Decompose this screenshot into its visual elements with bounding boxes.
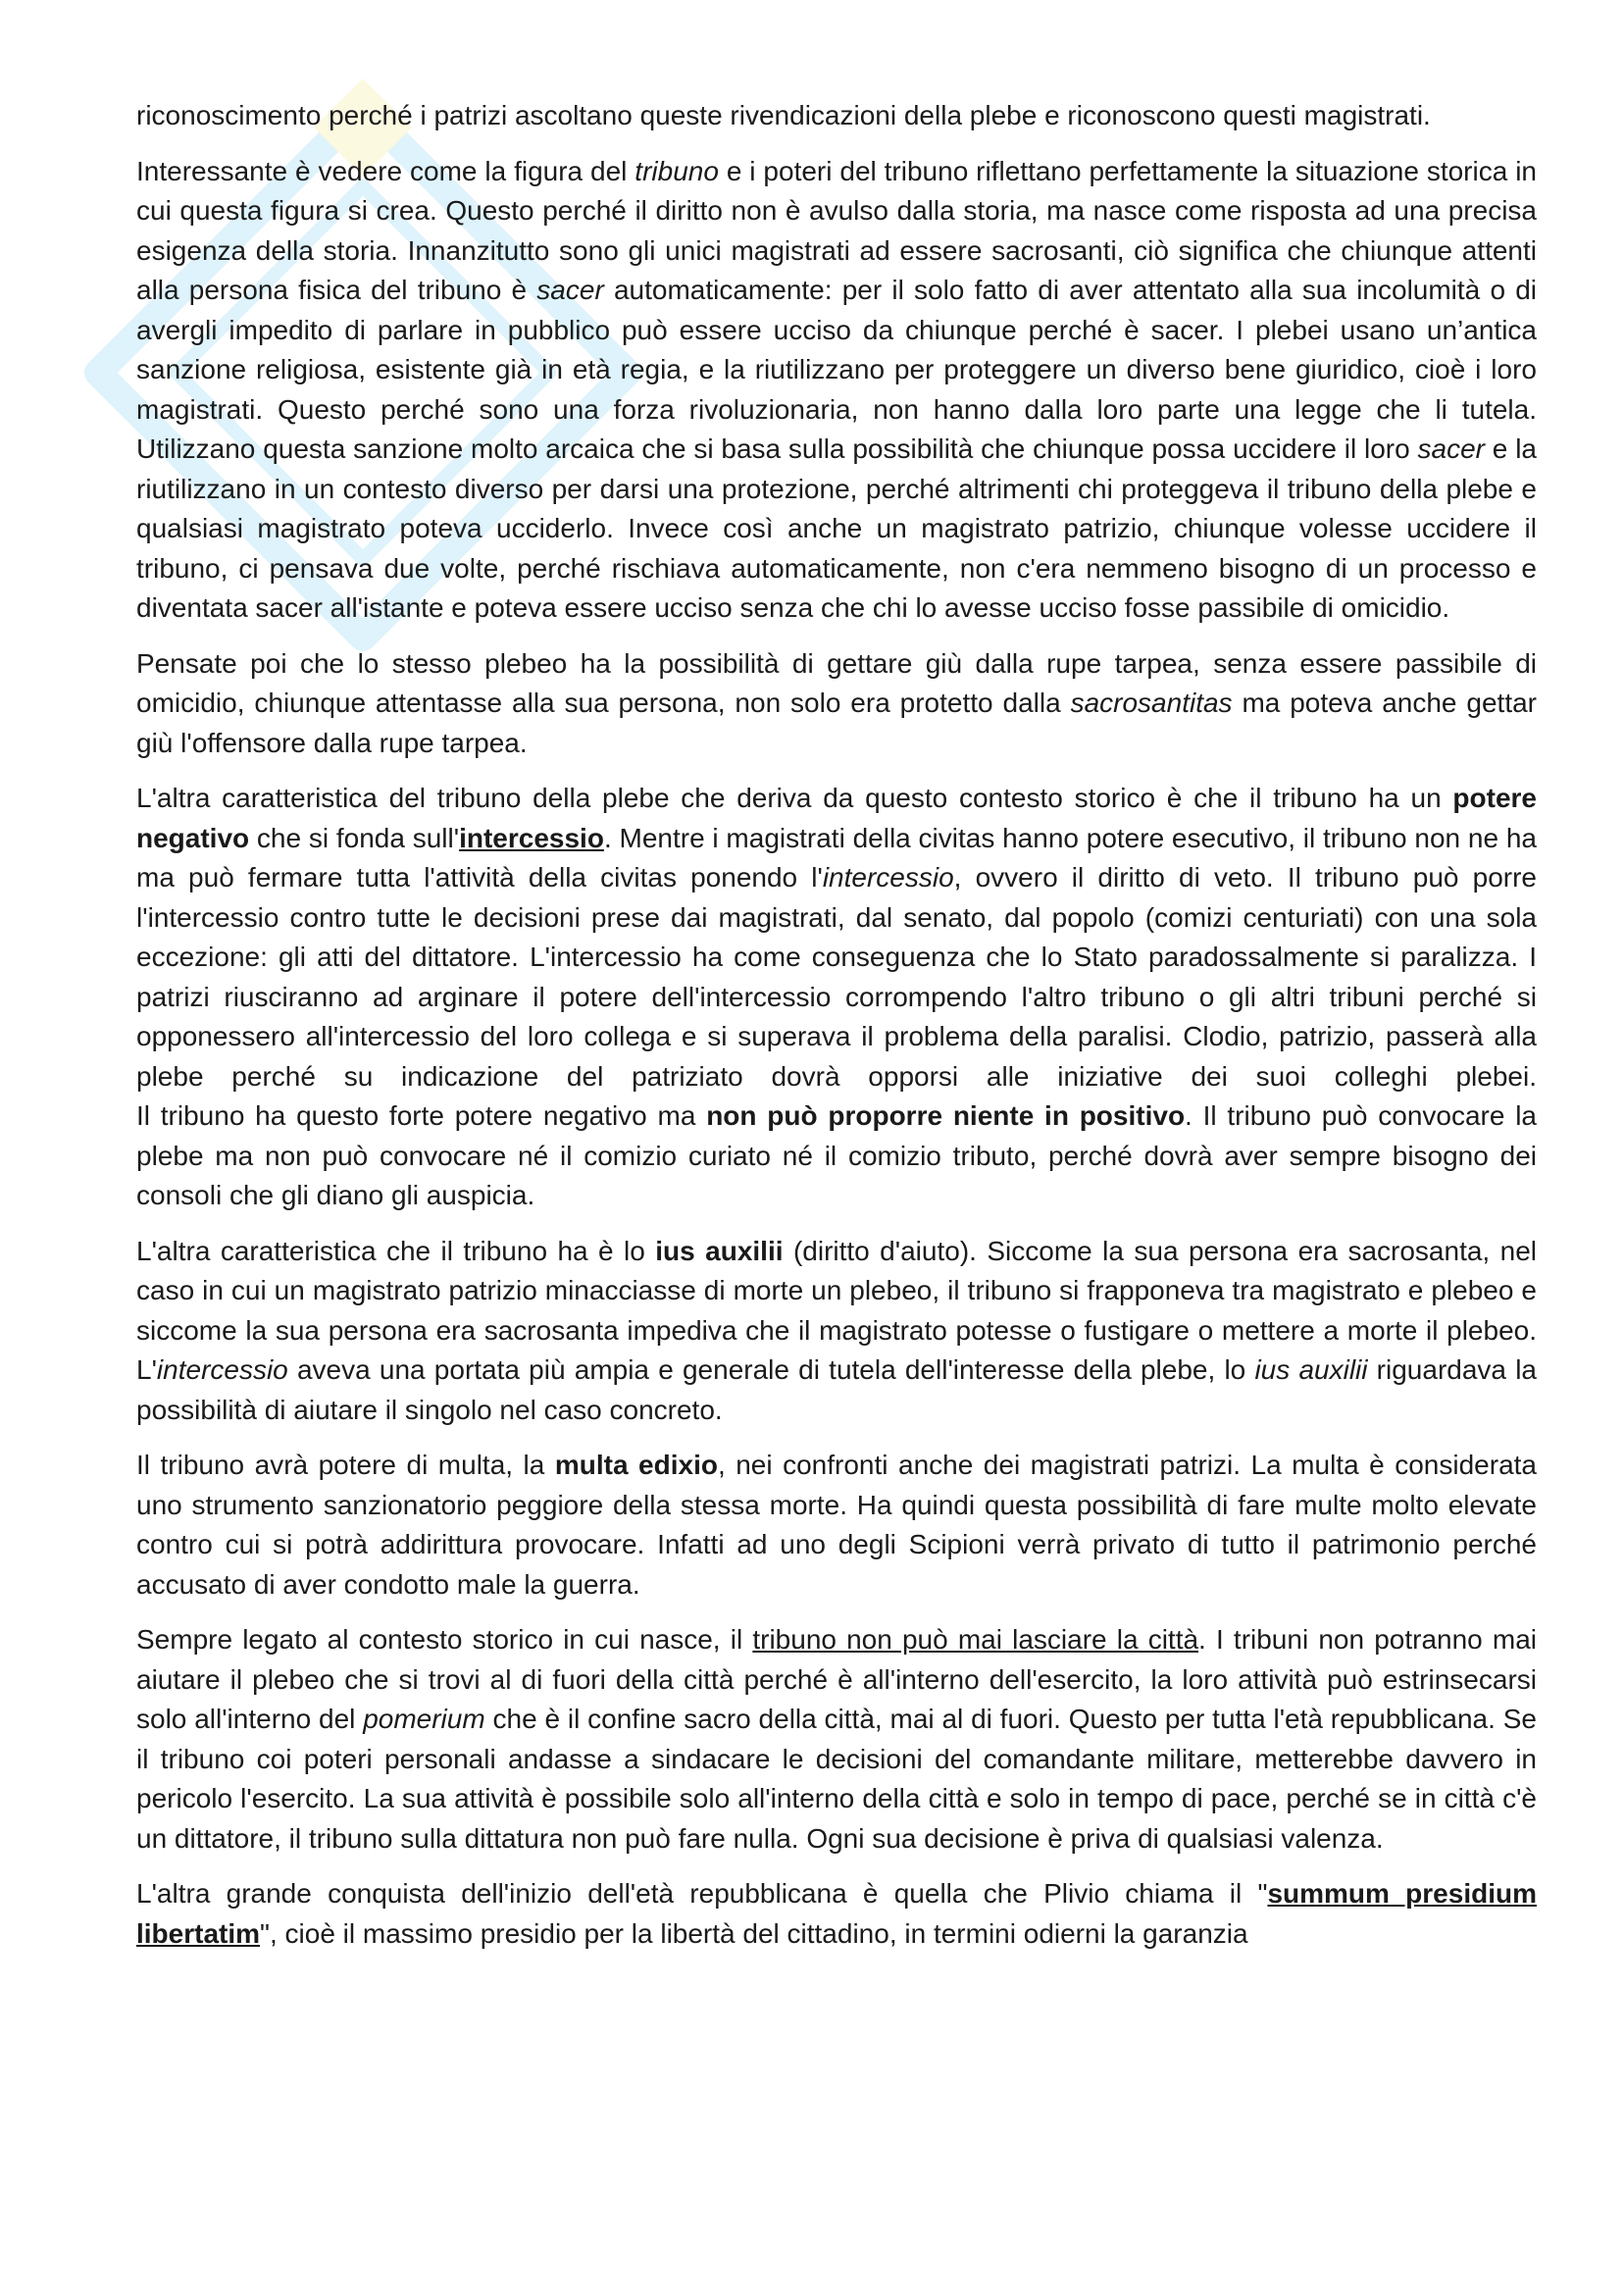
paragraph bbox=[136, 644, 1537, 764]
emphasis-text: multa edixio bbox=[554, 1450, 718, 1480]
text-run: Sempre legato al contesto storico in cui nasce, il bbox=[136, 1624, 753, 1655]
text-run: che si fonda sull' bbox=[249, 822, 460, 853]
text-run: Il tribuno ha questo forte potere negativo ma bbox=[136, 1100, 707, 1131]
text-run: . Il tribuno può convocare la plebe ma non può convocare né il comizio curiato né il comizio tributo, perché dovrà aver sempre bisogno dei consoli che gli diano gli auspicia. bbox=[136, 1100, 1538, 1210]
paragraph bbox=[136, 779, 1537, 1096]
emphasis-text: ius auxilii bbox=[1254, 1354, 1368, 1385]
emphasis-text: pomerium bbox=[363, 1704, 485, 1734]
text-run: L'altra grande conquista dell'inizio dell'età repubblicana è quella che Plivio chiama il " bbox=[136, 1878, 1268, 1909]
emphasis-text: sacer bbox=[536, 275, 604, 305]
text-run: che è il confine sacro della città, mai al di fuori. Questo per tutta l'età repubblicana. Se il tribuno coi poteri personali andasse a sindacare le decisioni del comandante militare, metterebbe davvero in pericolo l'esercito. La sua attività è possibile solo all'interno della città e solo in tempo di pace, perché se in città c'è un dittatore, il tribuno sulla dittatura non può fare nulla. Ogni sua decisione è priva di qualsiasi valenza. bbox=[136, 1704, 1537, 1854]
paragraph bbox=[136, 1096, 1537, 1216]
text-run: Interessante è vedere come la figura del bbox=[136, 155, 635, 186]
text-run: riguardava la possibilità di aiutare il singolo nel caso concreto. bbox=[136, 1354, 1537, 1425]
text-run: automaticamente: per il solo fatto di aver attentato alla sua incolumità o di avergli impedito di parlare in pubblico può essere ucciso da chiunque perché è sacer. I plebei usano un’antica sanzione religiosa, esistente già in età regia, e la riutilizzano per proteggere un diverso bene giuridico, cioè i loro magistrati. Questo perché sono una forza rivoluzionaria, non hanno dalla loro parte una legge che li tutela. Utilizzano questa sanzione molto arcaica che si basa sulla possibilità che chiunque possa uccidere il loro bbox=[136, 275, 1538, 464]
emphasis-text: non può proporre niente in positivo bbox=[706, 1100, 1186, 1131]
paragraph bbox=[136, 1874, 1537, 1954]
text-run: riconoscimento perché i patrizi ascoltano queste rivendicazioni della plebe e riconoscono questi magistrati. bbox=[136, 100, 1431, 130]
text-run: (diritto d'aiuto). Siccome la sua persona era sacrosanta, nel caso in cui un magistrato patrizio minacciasse di morte un plebeo, il tribuno si frapponeva tra magistrato e plebeo e siccome la sua persona era sacrosanta impediva che il magistrato potesse o fustigare o mettere a morte il plebeo. L' bbox=[136, 1235, 1538, 1385]
emphasis-text: sacrosantitas bbox=[1070, 688, 1233, 718]
paragraph bbox=[136, 1232, 1537, 1431]
text-run: aveva una portata più ampia e generale di tutela dell'interesse della plebe, lo bbox=[287, 1354, 1255, 1385]
text-run: ma poteva anche gettar giù l'offensore dalla rupe tarpea. bbox=[136, 688, 1537, 758]
emphasis-text: intercessio bbox=[822, 862, 954, 892]
emphasis-text: tribuno non può mai lasciare la città bbox=[752, 1624, 1199, 1655]
paragraph bbox=[136, 1446, 1537, 1605]
emphasis-text: sacer bbox=[1417, 433, 1485, 464]
text-run: L'altra caratteristica che il tribuno ha è lo bbox=[136, 1235, 656, 1266]
emphasis-text: ius auxilii bbox=[655, 1235, 784, 1266]
paragraph bbox=[136, 152, 1537, 629]
text-run: e i poteri del tribuno riflettano perfettamente la situazione storica in cui questa figura si crea. Questo perché il diritto non è avulso dalla storia, ma nasce come risposta ad una precisa esigenza della storia. Innanzitutto sono gli unici magistrati ad essere sacrosanti, ciò significa che chiunque attenti alla persona fisica del tribuno è bbox=[136, 155, 1538, 305]
text-run: . I tribuni non potranno mai aiutare il plebeo che si trovi al di fuori della città perché è all'interno dell'esercito, la loro attività può estrinsecarsi solo all'interno del bbox=[136, 1624, 1537, 1734]
text-run: , nei confronti anche dei magistrati patrizi. La multa è considerata uno strumento sanzionatorio peggiore della stessa morte. Ha quindi questa possibilità di fare multe molto elevate contro cui si potrà addirittura provocare. Infatti ad uno degli Scipioni verrà privato di tutto il patrimonio perché accusato di aver condotto male la guerra. bbox=[136, 1450, 1537, 1600]
text-run: . Mentre i magistrati della civitas hanno potere esecutivo, il tribuno non ne ha ma può fermare tutta l'attività della civitas ponendo l' bbox=[136, 822, 1537, 892]
paragraph bbox=[136, 1620, 1537, 1859]
text-run: ", cioè il massimo presidio per la libertà del cittadino, in termini odierni la garanzia bbox=[260, 1917, 1248, 1949]
text-run: Il tribuno avrà potere di multa, la bbox=[136, 1450, 555, 1480]
document-body bbox=[136, 96, 1537, 1969]
paragraph bbox=[136, 96, 1537, 136]
emphasis-text: potere negativo bbox=[136, 783, 1537, 853]
emphasis-text: summum presidium libertatim bbox=[136, 1878, 1537, 1949]
text-run: L'altra caratteristica del tribuno della plebe che deriva da questo contesto storico è che il tribuno ha un bbox=[136, 783, 1453, 813]
text-run: , ovvero il diritto di veto. Il tribuno può porre l'intercessio contro tutte le decisioni prese dai magistrati, dal senato, dal popolo (comizi centuriati) con una sola eccezione: gli atti del dittatore. L'intercessio ha come conseguenza che lo Stato paradossalmente si paralizza. I patrizi riusciranno ad arginare il potere dell'intercessio corrompendo l'altro tribuno o gli altri tribuni perché si opponessero all'intercessio del loro collega e si superava il problema della paralisi. Clodio, patrizio, passerà alla plebe perché su indicazione del patriziato dovrà opporsi alle iniziative dei suoi colleghi plebei. bbox=[136, 862, 1537, 1092]
emphasis-text: tribuno bbox=[634, 155, 719, 186]
text-run: Pensate poi che lo stesso plebeo ha la possibilità di gettare giù dalla rupe tarpea, senza essere passibile di omicidio, chiunque attentasse alla sua persona, non solo era protetto dalla bbox=[136, 647, 1537, 718]
emphasis-text: intercessio bbox=[459, 822, 604, 853]
text-run: e la riutilizzano in un contesto diverso per darsi una protezione, perché altrimenti chi proteggeva il tribuno della plebe e qualsiasi magistrato poteva ucciderlo. Invece così anche un magistrato patrizio, chiunque volesse uccidere il tribuno, ci pensava due volte, perché rischiava automaticamente, non c'era nemmeno bisogno di un processo e diventata sacer all'istante e poteva essere ucciso senza che chi lo avesse ucciso fosse passibile di omicidio. bbox=[136, 433, 1537, 623]
emphasis-text: intercessio bbox=[156, 1354, 288, 1385]
